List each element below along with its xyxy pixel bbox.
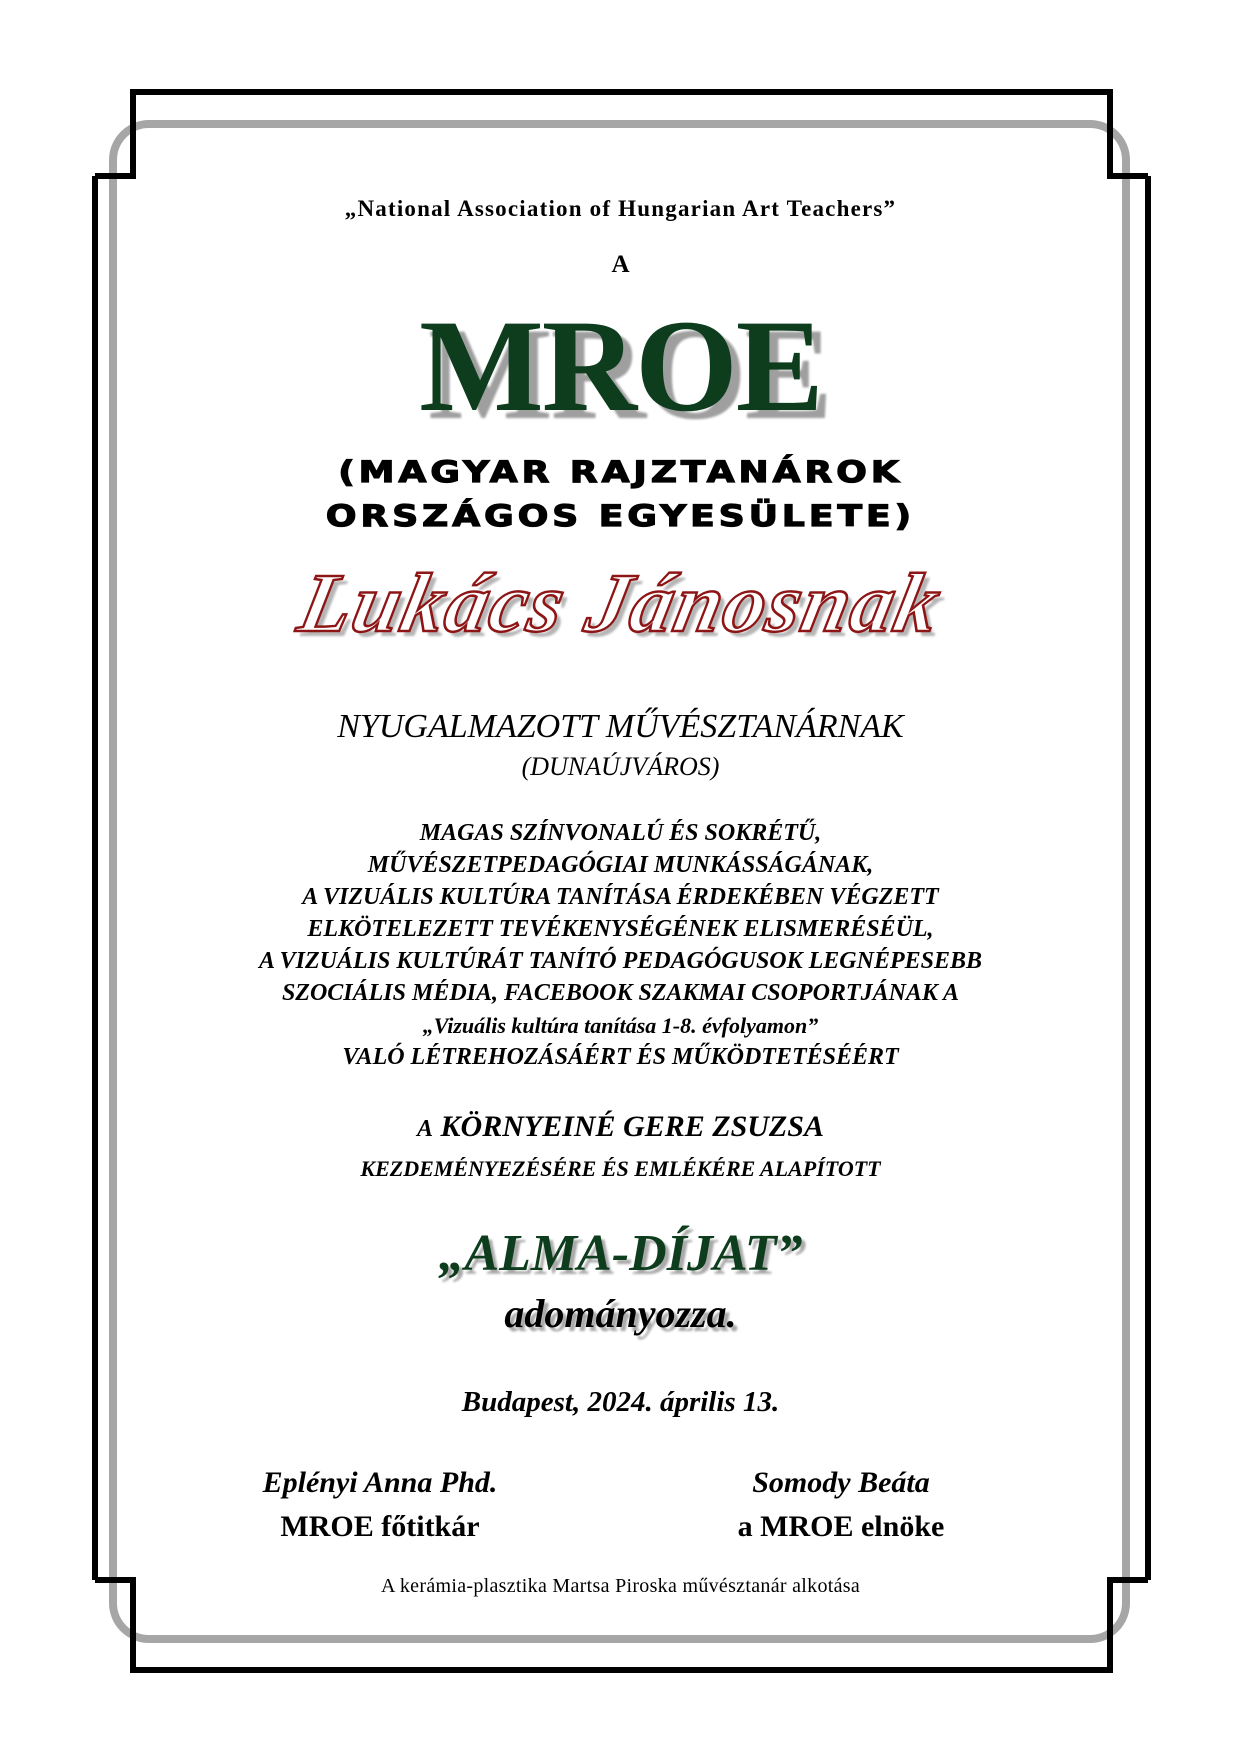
initiator-line: [0, 1110, 1241, 1144]
recipient-city: (DUNAÚJVÁROS): [521, 752, 720, 781]
award-verb: adományozza.: [504, 1291, 737, 1336]
reason-line: A VIZUÁLIS KULTÚRA TANÍTÁSA ÉRDEKÉBEN VÉGZETT: [302, 884, 939, 910]
recipient-role: NYUGALMAZOTT MŰVÉSZTANÁRNAK: [337, 708, 904, 745]
recipient-name: Lukács Jánosnak: [291, 557, 951, 650]
reason-line: ELKÖTELEZETT TEVÉKENYSÉGÉNEK ELISMERÉSÉÜL,: [307, 916, 934, 942]
article-a: A: [611, 251, 630, 278]
organization-name-line1: (MAGYAR RAJZTANÁROK: [338, 456, 903, 490]
reason-line: VALÓ LÉTREHOZÁSÁÉRT ÉS MŰKÖDTETÉSÉÉRT: [342, 1044, 899, 1070]
initiator-name: KÖRNYEINÉ GERE ZSUZSA: [440, 1110, 824, 1143]
reason-line: A VIZUÁLIS KULTÚRÁT TANÍTÓ PEDAGÓGUSOK LEGNÉPESEBB: [258, 948, 983, 974]
initiator-article: A: [417, 1116, 434, 1142]
place-and-date: Budapest, 2024. április 13.: [461, 1386, 780, 1418]
signatory-title: a MROE elnöke: [737, 1510, 945, 1543]
award-name: „ALMA-DÍJAT”: [438, 1225, 803, 1282]
association-english-name: „National Association of Hungarian Art Teachers”: [344, 196, 897, 221]
initiator-line2: KEZDEMÉNYEZÉSÉRE ÉS EMLÉKÉRE ALAPÍTOTT: [360, 1156, 881, 1181]
organization-acronym: MROE: [419, 292, 822, 439]
signatory-name: Somody Beáta: [752, 1466, 930, 1499]
reason-line: MAGAS SZÍNVONALÚ ÉS SOKRÉTŰ,: [419, 820, 822, 846]
reason-line: MŰVÉSZETPEDAGÓGIAI MUNKÁSSÁGÁNAK,: [367, 852, 874, 878]
organization-name-line2: ORSZÁGOS EGYESÜLETE): [325, 500, 916, 534]
artwork-credit: A kerámia-plasztika Martsa Piroska művésztanár alkotása: [380, 1575, 861, 1597]
signatory-title: MROE főtitkár: [280, 1510, 480, 1543]
signatory-name: Eplényi Anna Phd.: [262, 1466, 498, 1499]
facebook-group-name: „Vizuális kultúra tanítása 1-8. évfolyamon”: [422, 1013, 819, 1038]
reason-line: SZOCIÁLIS MÉDIA, FACEBOOK SZAKMAI CSOPORTJÁNAK A: [281, 980, 960, 1006]
